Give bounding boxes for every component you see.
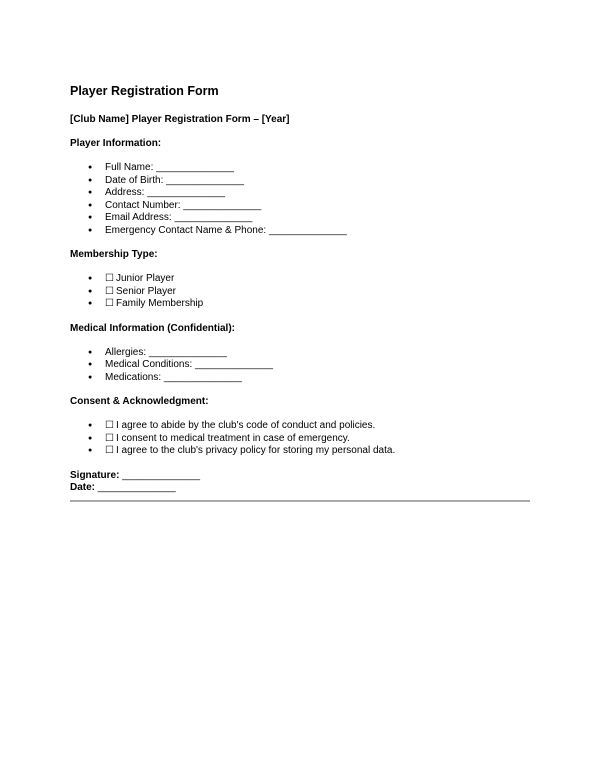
checkbox-icon: ☐ [105,420,114,431]
option-label: I agree to abide by the club's code of conduct and policies. [115,420,376,431]
option-label: Family Membership [115,298,204,309]
medical-list [70,347,530,385]
consent-list [70,420,530,458]
checkbox-icon: ☐ [105,298,114,309]
checkbox-icon: ☐ [105,285,114,297]
option-label: I agree to the club's privacy policy for storing my personal data. [115,445,396,456]
option-label: Junior Player [115,273,175,284]
consent-option-medical [70,433,530,446]
date-line [70,482,530,495]
signature-line [70,470,530,483]
checkbox-icon: ☐ [105,445,114,456]
medical-heading: Medical Information (Confidential): [70,322,235,334]
allergies-field: ● Allergies: ______________ [70,347,530,360]
option-label: Senior Player [115,285,176,297]
membership-option-senior [70,286,530,299]
emergency-contact-field: ● Emergency Contact Name & Phone: ______________ [70,225,530,238]
option-label: I consent to medical treatment in case of emergency. [115,432,350,444]
medications-field: ● Medications: ______________ [70,372,530,385]
player-info-heading: Player Information: [70,138,162,149]
form-subtitle: [Club Name] Player Registration Form – [Year] [70,114,290,125]
address-field: ● Address: ______________ [70,187,530,200]
checkbox-icon: ☐ [105,432,114,444]
membership-heading: Membership Type: [70,249,158,260]
contact-number-field: ● Contact Number: ______________ [70,200,530,213]
checkbox-icon: ☐ [105,273,114,284]
membership-option-junior [70,273,530,286]
date-label: Date: [70,482,96,493]
signature-label: Signature: [70,469,120,481]
membership-list [70,273,530,311]
consent-option-privacy [70,445,530,458]
date-blank: ______________ [97,482,176,493]
medical-conditions-field: ● Medical Conditions: ______________ [70,359,530,372]
consent-option-conduct [70,420,530,433]
form-content [70,84,530,495]
consent-heading: Consent & Acknowledgment: [70,396,209,407]
email-address-field: ● Email Address: ______________ [70,212,530,225]
membership-option-family [70,298,530,311]
player-info-list [70,162,530,237]
signature-blank: ______________ [122,469,201,481]
full-name-field: ● Full Name: ______________ [70,162,530,175]
date-of-birth-field: ● Date of Birth: ______________ [70,175,530,188]
horizontal-rule [70,500,530,502]
page-title: Player Registration Form [70,84,219,98]
